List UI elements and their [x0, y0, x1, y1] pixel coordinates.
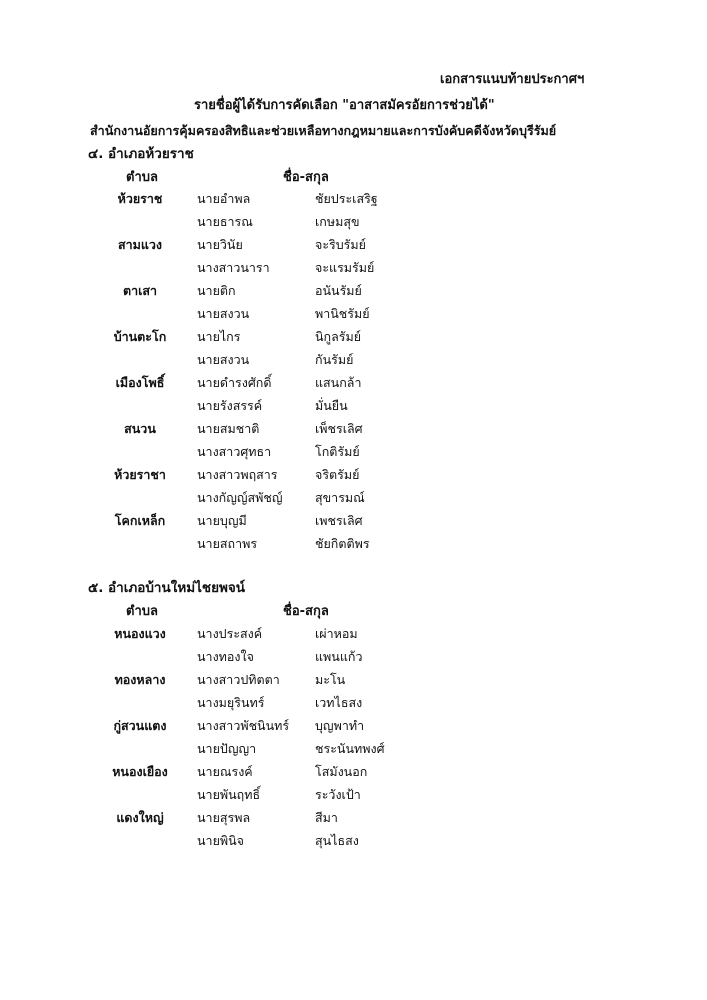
office-name: สำนักงานอัยการคุ้มครองสิทธิและช่วยเหลือทางกฎหมายและการบังคับคดีจังหวัดบุรีรัมย์ [90, 123, 557, 138]
tambon-label: ทองหลาง [114, 672, 166, 687]
last-name: สุขารมณ์ [315, 490, 365, 505]
last-name: มะโน [315, 672, 346, 687]
first-name: นายไกร [197, 329, 241, 344]
last-name: ชัยประเสริฐ [315, 191, 378, 206]
last-name: โสมังนอก [315, 764, 368, 779]
first-name: นางสาวศุทธา [197, 444, 272, 459]
first-name: นายดำรงศักดิ์ [197, 375, 272, 390]
first-name: นางกัญญ์สพัชญ์ [197, 490, 283, 505]
tambon-label: บ้านตะโก [113, 329, 167, 344]
tambon-label: หนองแวง [114, 626, 166, 641]
document-title: รายชื่อผู้ได้รับการคัดเลือก "อาสาสมัครอัยการช่วยได้" [194, 98, 495, 113]
first-name: นายพันฤทธิ์ [197, 787, 261, 802]
first-name: นางสาวพัชนินทร์ [197, 718, 290, 733]
last-name: จะแรมรัมย์ [315, 260, 375, 275]
first-name: นายณรงค์ [197, 764, 253, 779]
first-name: นายสงวน [197, 306, 250, 321]
tambon-label: สามแวง [117, 237, 163, 252]
column-header-name: ชื่อ-สกุล [283, 170, 329, 185]
last-name: พานิชรัมย์ [315, 306, 370, 321]
last-name: สีมา [315, 810, 338, 825]
last-name: บุญพาทำ [315, 718, 365, 733]
first-name: นายรังสรรค์ [197, 398, 263, 413]
last-name: จะริบรัมย์ [315, 237, 366, 252]
first-name: นางมยุรินทร์ [197, 695, 265, 710]
last-name: เพชรเลิศ [315, 513, 363, 528]
first-name: นายสงวน [197, 352, 250, 367]
first-name: นายธารณ [197, 214, 253, 229]
first-name: นายอำพล [197, 191, 251, 206]
last-name: แพนแก้ว [315, 649, 363, 664]
column-header-tambon: ตำบล [126, 170, 158, 185]
last-name: นิกูลรัมย์ [315, 329, 362, 344]
last-name: โกติรัมย์ [315, 444, 360, 459]
tambon-label: เมืองโพธิ์ [115, 375, 165, 390]
last-name: เผ่าหอม [315, 626, 358, 641]
first-name: นางทองใจ [197, 649, 254, 664]
first-name: นายสมชาติ [197, 421, 260, 436]
last-name: สุนไธสง [315, 833, 359, 848]
first-name: นายวินัย [197, 237, 243, 252]
last-name: เวทไธสง [315, 695, 363, 710]
tambon-label: ตาเสา [122, 283, 158, 298]
tambon-label: กู่สวนแตง [113, 718, 167, 733]
tambon-label: ห้วยราชา [114, 467, 166, 482]
last-name: มั่นยืน [315, 398, 348, 413]
last-name: ระวังเป้า [315, 787, 361, 802]
tambon-label: โคกเหล็ก [114, 513, 166, 528]
last-name: ชระนันทพงศ์ [315, 741, 385, 756]
last-name: อนันรัมย์ [315, 283, 362, 298]
first-name: นางสาวนารา [197, 260, 270, 275]
last-name: แสนกล้า [315, 375, 362, 390]
tambon-label: สนวน [124, 421, 156, 436]
last-name: ชัยกิตติพร [315, 536, 370, 551]
tambon-label: หนองเยือง [112, 764, 168, 779]
last-name: กันรัมย์ [315, 352, 354, 367]
column-header-tambon: ตำบล [126, 604, 158, 619]
first-name: นายบุญมี [197, 513, 247, 528]
column-header-name: ชื่อ-สกุล [283, 604, 329, 619]
first-name: นางสาวพฤสาร [197, 467, 278, 482]
first-name: นายสถาพร [197, 536, 258, 551]
attachment-label: เอกสารแนบท้ายประกาศฯ [440, 72, 585, 87]
first-name: นายปัญญา [197, 741, 257, 756]
section-title: ๔. อำเภอห้วยราช [88, 146, 194, 162]
tambon-label: แดงใหญ่ [116, 810, 164, 825]
first-name: นายติก [197, 283, 236, 298]
first-name: นางประสงค์ [197, 626, 263, 641]
tambon-label: ห้วยราช [117, 191, 163, 206]
first-name: นายสุรพล [197, 810, 251, 825]
first-name: นางสาวปทิตตา [197, 672, 280, 687]
section-title: ๕. อำเภอบ้านใหม่ไชยพจน์ [88, 580, 246, 596]
last-name: จริตรัมย์ [315, 467, 360, 482]
last-name: เพ็ชรเลิศ [315, 421, 363, 436]
first-name: นายพินิจ [197, 833, 244, 848]
last-name: เกษมสุข [315, 214, 360, 229]
